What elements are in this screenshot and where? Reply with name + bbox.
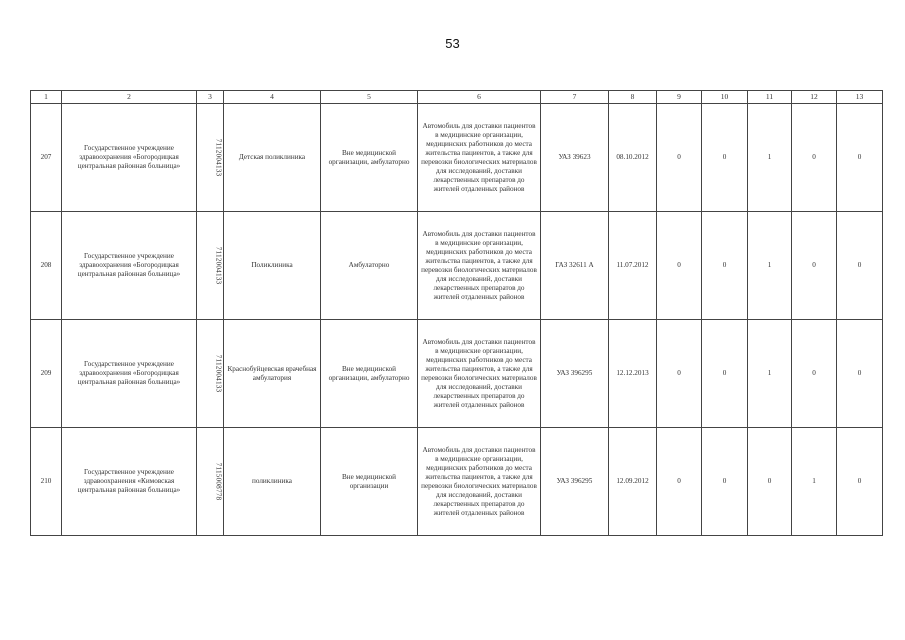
row-number: 207 [31,104,62,212]
cell-value: 0 [657,212,702,320]
cell-value: 0 [792,320,837,428]
vehicle-purpose: Автомобиль для доставки пациентов в медицинские организации, медицинских работников до места жительства пациентов, а также для перевозки биологических материалов для исследований, доставки лекарственных препаратов до жителей отдаленных районов [418,212,541,320]
cell-value: 1 [792,428,837,536]
vehicle-date: 11.07.2012 [609,212,657,320]
header-row [31,91,883,104]
col-header: 2 [62,91,197,104]
table-row [31,320,883,428]
vehicle-model: УАЗ 39623 [541,104,609,212]
institution-code: 7112004133 [214,354,223,393]
col-header: 8 [609,91,657,104]
cell-value: 0 [837,428,883,536]
institution-name: Государственное учреждение здравоохранения «Кимовская центральная районная больница» [62,428,197,536]
institution-name: Государственное учреждение здравоохранения «Богородицкая центральная районная больница» [62,212,197,320]
cell-value: 0 [657,104,702,212]
cell-value: 0 [702,428,748,536]
vehicle-date: 12.12.2013 [609,320,657,428]
institution-name: Государственное учреждение здравоохранения «Богородицкая центральная районная больница» [62,320,197,428]
col-header: 9 [657,91,702,104]
care-type: Вне медицинской организации, амбулаторно [321,104,418,212]
institution-code: 7112004133 [214,138,223,177]
cell-value: 0 [702,104,748,212]
institution-code: 7115008778 [214,462,223,501]
col-header: 10 [702,91,748,104]
cell-value: 0 [702,320,748,428]
col-header: 3 [197,91,224,104]
col-header: 12 [792,91,837,104]
vehicle-date: 12.09.2012 [609,428,657,536]
col-header: 4 [224,91,321,104]
col-header: 13 [837,91,883,104]
table-row [31,104,883,212]
col-header: 5 [321,91,418,104]
row-number: 209 [31,320,62,428]
vehicle-model: УАЗ 396295 [541,320,609,428]
cell-value: 0 [702,212,748,320]
institution-name: Государственное учреждение здравоохранения «Богородицкая центральная районная больница» [62,104,197,212]
vehicle-model: ГАЗ 32611 А [541,212,609,320]
subdivision: поликлиника [224,428,321,536]
cell-value: 0 [792,104,837,212]
care-type: Вне медицинской организации [321,428,418,536]
row-number: 210 [31,428,62,536]
table-row [31,428,883,536]
cell-value: 0 [657,320,702,428]
col-header: 6 [418,91,541,104]
vehicle-purpose: Автомобиль для доставки пациентов в медицинские организации, медицинских работников до места жительства пациентов, а также для перевозки биологических материалов для исследований, доставки лекарственных препаратов до жителей отдаленных районов [418,428,541,536]
cell-value: 0 [837,104,883,212]
vehicle-purpose: Автомобиль для доставки пациентов в медицинские организации, медицинских работников до места жительства пациентов, а также для перевозки биологических материалов для исследований, доставки лекарственных препаратов до жителей отдаленных районов [418,320,541,428]
cell-value: 0 [792,212,837,320]
page-number: 53 [445,36,460,51]
col-header: 11 [748,91,792,104]
cell-value: 1 [748,104,792,212]
vehicle-purpose: Автомобиль для доставки пациентов в медицинские организации, медицинских работников до места жительства пациентов, а также для перевозки биологических материалов для исследований, доставки лекарственных препаратов до жителей отдаленных районов [418,104,541,212]
col-header: 7 [541,91,609,104]
care-type: Амбулаторно [321,212,418,320]
col-header: 1 [31,91,62,104]
care-type: Вне медицинской организации, амбулаторно [321,320,418,428]
vehicle-date: 08.10.2012 [609,104,657,212]
row-number: 208 [31,212,62,320]
cell-value: 0 [837,320,883,428]
cell-value: 1 [748,320,792,428]
cell-value: 0 [657,428,702,536]
cell-value: 0 [837,212,883,320]
institution-code: 7112004133 [214,246,223,285]
vehicle-model: УАЗ 396295 [541,428,609,536]
cell-value: 1 [748,212,792,320]
table-row [31,212,883,320]
subdivision: Детская поликлиника [224,104,321,212]
cell-value: 0 [748,428,792,536]
subdivision: Поликлиника [224,212,321,320]
subdivision: Краснобуйцевская врачебная амбулатория [224,320,321,428]
vehicle-table [30,90,883,536]
